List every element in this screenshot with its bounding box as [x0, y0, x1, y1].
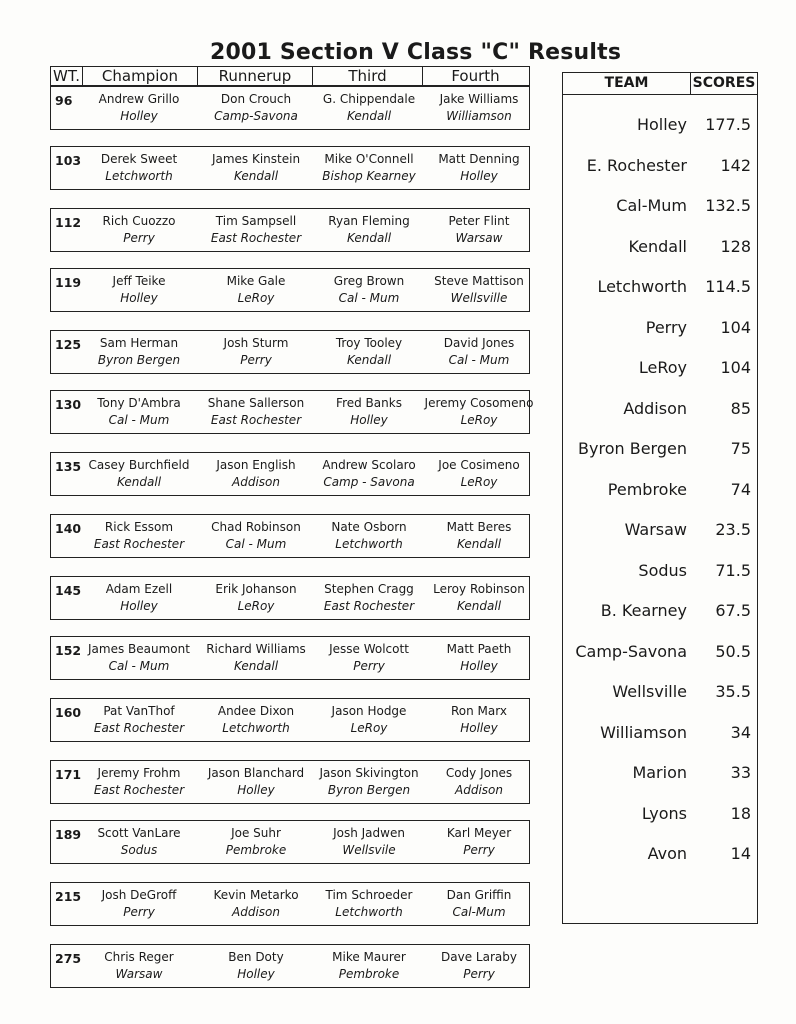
wrestler-name: Derek Sweet — [100, 152, 178, 166]
weight-class-row — [50, 268, 530, 312]
school-name: Cal - Mum — [225, 537, 287, 551]
fourth-cell — [419, 213, 539, 247]
school-name: Holley — [120, 599, 158, 613]
school-name: Addison — [455, 783, 503, 797]
runnerup-cell — [196, 949, 316, 983]
team-row — [563, 516, 757, 546]
wrestler-name: Andrew Grillo — [98, 92, 180, 106]
school-name: Holley — [350, 413, 388, 427]
weight-class-row — [50, 390, 534, 434]
team-row — [563, 557, 757, 587]
school-name: Perry — [123, 231, 155, 245]
team-row — [563, 152, 757, 182]
wrestler-name: Jake Williams — [439, 92, 519, 106]
team-name: Avon — [647, 844, 687, 863]
header-weight: WT. — [51, 67, 83, 85]
team-scores-header — [563, 73, 757, 95]
weight-class-row — [50, 576, 530, 620]
third-cell — [309, 395, 429, 429]
third-cell — [309, 765, 429, 799]
school-name: Holley — [120, 291, 158, 305]
weight-label: 103 — [55, 153, 82, 168]
team-row — [563, 354, 757, 384]
school-name: Kendall — [233, 659, 279, 673]
wrestler-name: Josh Sturm — [223, 336, 289, 350]
wrestler-name: Mike Maurer — [332, 950, 406, 964]
team-row — [563, 192, 757, 222]
school-name: Cal - Mum — [448, 353, 510, 367]
wrestler-name: Matt Denning — [438, 152, 520, 166]
page-title: 2001 Section V Class "C" Results — [210, 40, 622, 65]
school-name: Camp-Savona — [214, 109, 298, 123]
team-score: 104 — [720, 358, 751, 377]
third-cell — [309, 151, 429, 185]
fourth-cell — [419, 641, 539, 675]
team-name: LeRoy — [638, 358, 687, 377]
runnerup-cell — [196, 91, 316, 125]
school-name: Camp - Savona — [323, 475, 415, 489]
school-name: Perry — [463, 843, 495, 857]
wrestler-name: Jeff Teike — [112, 274, 166, 288]
wrestler-name: David Jones — [443, 336, 515, 350]
wrestler-name: James Beaumont — [88, 642, 190, 656]
team-name: Perry — [645, 317, 687, 337]
champion-cell — [79, 91, 199, 125]
champion-cell — [79, 151, 199, 185]
team-name: E. Rochester — [586, 155, 687, 175]
fourth-cell — [419, 395, 539, 429]
weight-label: 96 — [55, 93, 73, 108]
wrestler-name: Cody Jones — [445, 766, 513, 780]
school-name: Cal - Mum — [338, 291, 400, 305]
weight-label: 160 — [55, 705, 82, 720]
team-name: Camp-Savona — [575, 641, 687, 661]
team-row — [563, 435, 757, 465]
weight-class-row — [50, 208, 530, 252]
school-name: Letchworth — [335, 537, 403, 551]
school-name: Holley — [237, 783, 275, 797]
third-cell — [309, 457, 429, 491]
weight-label: 215 — [55, 889, 82, 904]
wrestler-name: Stephen Cragg — [324, 582, 414, 596]
team-row — [563, 719, 757, 749]
third-cell — [309, 91, 429, 125]
champion-cell — [79, 703, 199, 737]
team-name: Cal-Mum — [616, 196, 687, 215]
wrestler-name: Jason English — [216, 458, 296, 472]
wrestler-name: Dan Griffin — [446, 888, 512, 902]
header-third: Third — [313, 67, 423, 85]
third-cell — [309, 213, 429, 247]
school-name: Addison — [232, 475, 280, 489]
wrestler-name: Jeremy Frohm — [97, 766, 181, 780]
wrestler-name: Adam Ezell — [105, 582, 173, 596]
weight-class-row — [50, 636, 530, 680]
school-name: Kendall — [456, 537, 502, 551]
wrestler-name: Steve Mattison — [434, 274, 524, 288]
fourth-cell — [419, 825, 539, 859]
school-name: LeRoy — [237, 291, 275, 305]
school-name: Williamson — [446, 109, 512, 123]
team-row — [563, 678, 757, 708]
wrestler-name: Mike O'Connell — [324, 152, 414, 166]
team-name: Lyons — [641, 803, 687, 823]
team-name: Holley — [636, 115, 687, 134]
weight-class-row — [50, 330, 530, 374]
team-name: Letchworth — [597, 277, 687, 296]
school-name: Letchworth — [222, 721, 290, 735]
weight-label: 275 — [55, 951, 82, 966]
wrestler-name: Mike Gale — [226, 274, 286, 288]
wrestler-name: Ryan Fleming — [328, 214, 410, 228]
champion-cell — [79, 457, 199, 491]
wrestler-name: Shane Sallerson — [207, 396, 305, 410]
school-name: Pembroke — [338, 967, 400, 981]
header-fourth: Fourth — [451, 67, 500, 85]
champion-cell — [79, 581, 199, 615]
weight-label: 145 — [55, 583, 82, 598]
wrestler-name: Sam Herman — [99, 336, 179, 350]
school-name: LeRoy — [237, 599, 275, 613]
school-name: Kendall — [346, 353, 392, 367]
wrestler-name: Josh Jadwen — [333, 826, 405, 840]
wrestler-name: Chad Robinson — [211, 520, 301, 534]
weight-label: 140 — [55, 521, 82, 536]
team-header: TEAM — [563, 73, 691, 94]
runnerup-cell — [196, 273, 316, 307]
weight-class-row — [50, 820, 530, 864]
team-score: 14 — [730, 844, 751, 863]
wrestler-name: Tim Schroeder — [325, 888, 413, 902]
team-row — [563, 314, 757, 344]
school-name: LeRoy — [460, 475, 498, 489]
fourth-cell — [419, 273, 539, 307]
results-header-row — [50, 66, 530, 86]
wrestler-name: Don Crouch — [220, 92, 292, 106]
fourth-cell — [419, 91, 539, 125]
team-name: Pembroke — [607, 479, 687, 499]
weight-label: 152 — [55, 643, 82, 658]
wrestler-name: Rick Essom — [104, 520, 174, 534]
school-name: Perry — [463, 967, 495, 981]
champion-cell — [79, 335, 199, 369]
weight-class-row — [50, 882, 530, 926]
team-name: Wellsville — [612, 682, 687, 701]
third-cell — [309, 641, 429, 675]
team-score: 23.5 — [715, 520, 751, 539]
wrestler-name: Jason Blanchard — [207, 766, 305, 780]
school-name: Addison — [232, 905, 280, 919]
team-score: 177.5 — [705, 115, 751, 134]
fourth-cell — [419, 949, 539, 983]
school-name: Wellsville — [450, 291, 508, 305]
third-cell — [309, 703, 429, 737]
wrestler-name: Greg Brown — [333, 274, 405, 288]
weight-label: 112 — [55, 215, 82, 230]
team-row — [563, 233, 757, 263]
champion-cell — [79, 825, 199, 859]
weight-label: 119 — [55, 275, 82, 290]
fourth-cell — [419, 887, 539, 921]
school-name: Kendall — [346, 109, 392, 123]
team-score: 33 — [730, 763, 751, 782]
team-row — [563, 111, 757, 141]
school-name: East Rochester — [93, 721, 185, 735]
team-name: Byron Bergen — [578, 439, 687, 458]
wrestler-name: Leroy Robinson — [433, 582, 525, 596]
champion-cell — [79, 273, 199, 307]
third-cell — [309, 335, 429, 369]
fourth-cell — [419, 335, 539, 369]
team-row — [563, 395, 757, 425]
wrestler-name: Fred Banks — [336, 396, 402, 410]
team-row — [563, 638, 757, 668]
school-name: East Rochester — [210, 413, 302, 427]
weight-label: 189 — [55, 827, 82, 842]
champion-cell — [79, 395, 199, 429]
school-name: Holley — [237, 967, 275, 981]
wrestler-name: Kevin Metarko — [213, 888, 299, 902]
fourth-cell — [419, 457, 539, 491]
school-name: Byron Bergen — [97, 353, 181, 367]
wrestler-name: Pat VanThof — [103, 704, 175, 718]
team-score: 71.5 — [715, 560, 751, 580]
weight-class-row — [50, 944, 530, 988]
champion-cell — [79, 213, 199, 247]
wrestler-name: Jason Skivington — [319, 766, 419, 780]
weight-class-row — [50, 452, 530, 496]
runnerup-cell — [196, 641, 316, 675]
team-row — [563, 476, 757, 506]
runnerup-cell — [196, 151, 316, 185]
school-name: Holley — [460, 721, 498, 735]
third-cell — [309, 273, 429, 307]
school-name: Sodus — [120, 843, 158, 857]
champion-cell — [79, 765, 199, 799]
runnerup-cell — [196, 765, 316, 799]
champion-cell — [79, 887, 199, 921]
team-scores-box — [562, 72, 758, 924]
school-name: Perry — [240, 353, 272, 367]
school-name: Holley — [120, 109, 158, 123]
weight-label: 135 — [55, 459, 82, 474]
fourth-cell — [419, 765, 539, 799]
school-name: Pembroke — [225, 843, 287, 857]
third-cell — [309, 825, 429, 859]
wrestler-name: Richard Williams — [206, 642, 306, 656]
team-score: 34 — [730, 722, 751, 742]
team-score: 75 — [730, 439, 751, 458]
champion-cell — [79, 641, 199, 675]
school-name: East Rochester — [210, 231, 302, 245]
school-name: Byron Bergen — [327, 783, 411, 797]
runnerup-cell — [196, 213, 316, 247]
team-score: 74 — [730, 479, 751, 499]
weight-label: 125 — [55, 337, 82, 352]
team-row — [563, 273, 757, 303]
team-score: 142 — [720, 155, 751, 175]
wrestler-name: Ben Doty — [228, 950, 284, 964]
team-score: 128 — [720, 236, 751, 256]
wrestler-name: Josh DeGroff — [101, 888, 177, 902]
team-score: 85 — [730, 398, 751, 418]
school-name: Cal-Mum — [452, 905, 506, 919]
scores-header: SCORES — [692, 75, 756, 91]
runnerup-cell — [196, 581, 316, 615]
team-score: 132.5 — [705, 196, 751, 215]
header-champion: Champion — [83, 67, 198, 85]
school-name: Wellsvile — [342, 843, 396, 857]
runnerup-cell — [196, 825, 316, 859]
wrestler-name: Joe Suhr — [231, 826, 281, 840]
school-name: Cal - Mum — [108, 413, 170, 427]
wrestler-name: Andee Dixon — [217, 704, 295, 718]
header-runnerup: Runnerup — [198, 67, 313, 85]
wrestler-name: Jeremy Cosomeno — [424, 396, 534, 410]
wrestler-name: Erik Johanson — [215, 582, 297, 596]
team-score: 67.5 — [715, 601, 751, 620]
fourth-cell — [419, 519, 539, 553]
wrestler-name: Karl Meyer — [446, 826, 512, 840]
runnerup-cell — [196, 519, 316, 553]
champion-cell — [79, 519, 199, 553]
weight-class-row — [50, 86, 530, 130]
school-name: Cal - Mum — [108, 659, 170, 673]
third-cell — [309, 581, 429, 615]
champion-cell — [79, 949, 199, 983]
third-cell — [309, 519, 429, 553]
weight-label: 130 — [55, 397, 82, 412]
wrestler-name: Casey Burchfield — [88, 458, 190, 472]
school-name: Kendall — [116, 475, 162, 489]
wrestler-name: Jesse Wolcott — [329, 642, 409, 656]
weight-class-row — [50, 146, 530, 190]
runnerup-cell — [196, 457, 316, 491]
team-name: Sodus — [638, 560, 687, 580]
school-name: East Rochester — [93, 783, 185, 797]
team-score: 18 — [730, 803, 751, 823]
school-name: Bishop Kearney — [322, 169, 416, 183]
team-row — [563, 597, 757, 627]
team-score: 104 — [720, 317, 751, 337]
team-name: Addison — [623, 398, 687, 418]
runnerup-cell — [196, 703, 316, 737]
wrestler-name: Nate Osborn — [331, 520, 407, 534]
wrestler-name: Matt Beres — [446, 520, 512, 534]
team-row — [563, 840, 757, 870]
runnerup-cell — [196, 335, 316, 369]
team-row — [563, 759, 757, 789]
school-name: Kendall — [233, 169, 279, 183]
weight-class-row — [50, 760, 530, 804]
team-score: 50.5 — [715, 641, 751, 661]
wrestler-name: Dave Laraby — [441, 950, 517, 964]
wrestler-name: Scott VanLare — [97, 826, 181, 840]
wrestler-name: Joe Cosimeno — [438, 458, 520, 472]
third-cell — [309, 887, 429, 921]
school-name: LeRoy — [460, 413, 498, 427]
school-name: Perry — [353, 659, 385, 673]
third-cell — [309, 949, 429, 983]
wrestler-name: Andrew Scolaro — [322, 458, 416, 472]
wrestler-name: Tony D'Ambra — [97, 396, 181, 410]
wrestler-name: Peter Flint — [448, 214, 510, 228]
team-name: Marion — [632, 763, 687, 782]
team-score: 114.5 — [705, 277, 751, 296]
team-row — [563, 800, 757, 830]
wrestler-name: Jason Hodge — [331, 704, 407, 718]
weight-label: 171 — [55, 767, 82, 782]
school-name: Perry — [123, 905, 155, 919]
school-name: Warsaw — [455, 231, 503, 245]
school-name: Warsaw — [115, 967, 163, 981]
wrestler-name: Rich Cuozzo — [102, 214, 176, 228]
wrestler-name: Troy Tooley — [335, 336, 403, 350]
team-name: B. Kearney — [600, 601, 687, 620]
runnerup-cell — [196, 887, 316, 921]
wrestler-name: James Kinstein — [211, 152, 301, 166]
wrestler-name: Chris Reger — [104, 950, 174, 964]
school-name: Kendall — [346, 231, 392, 245]
wrestler-name: Tim Sampsell — [215, 214, 297, 228]
school-name: Letchworth — [105, 169, 173, 183]
team-score: 35.5 — [715, 682, 751, 701]
school-name: East Rochester — [93, 537, 185, 551]
wrestler-name: G. Chippendale — [322, 92, 416, 106]
team-name: Williamson — [600, 722, 687, 742]
school-name: Holley — [460, 169, 498, 183]
runnerup-cell — [196, 395, 316, 429]
wrestler-name: Ron Marx — [451, 704, 507, 718]
school-name: Holley — [460, 659, 498, 673]
team-name: Warsaw — [624, 520, 687, 539]
fourth-cell — [419, 581, 539, 615]
school-name: East Rochester — [323, 599, 415, 613]
school-name: Letchworth — [335, 905, 403, 919]
wrestler-name: Matt Paeth — [446, 642, 512, 656]
weight-class-row — [50, 514, 530, 558]
weight-class-row — [50, 698, 530, 742]
school-name: LeRoy — [350, 721, 388, 735]
fourth-cell — [419, 703, 539, 737]
team-name: Kendall — [628, 236, 687, 256]
fourth-cell — [419, 151, 539, 185]
school-name: Kendall — [456, 599, 502, 613]
